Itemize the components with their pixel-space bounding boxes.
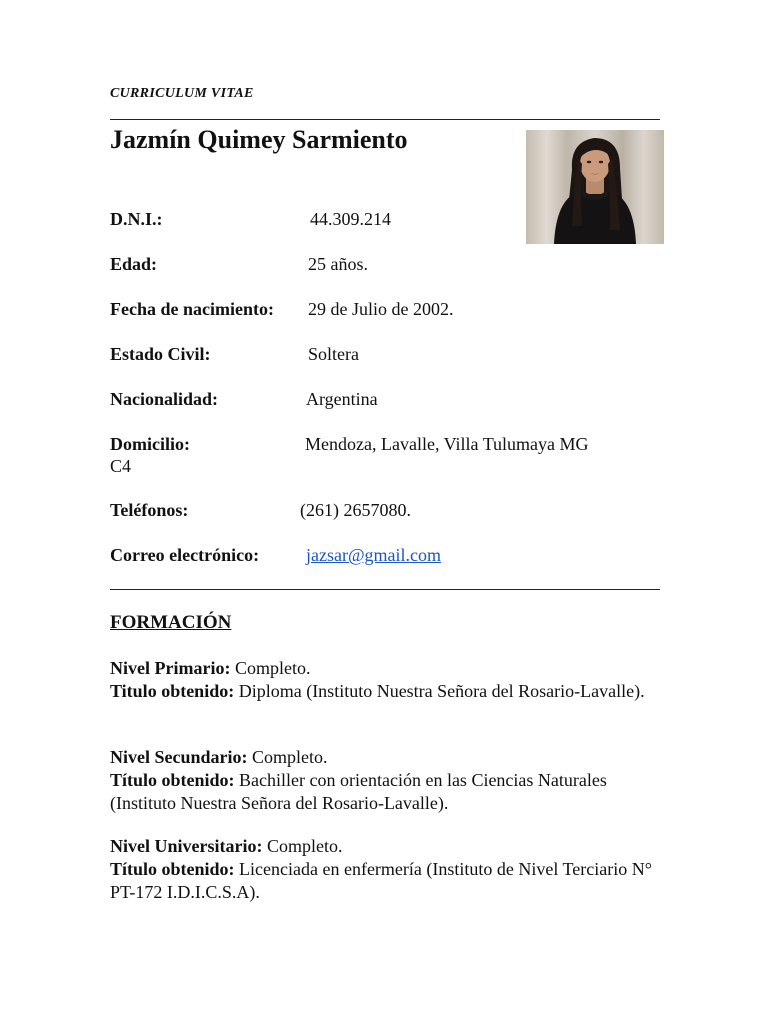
secundario-nivel xyxy=(110,746,670,769)
universitario-nivel-value: Completo. xyxy=(262,836,343,856)
telefonos-label: Teléfonos: xyxy=(110,500,189,520)
correo-label: Correo electrónico: xyxy=(110,545,260,565)
nacionalidad-value: Argentina xyxy=(306,389,378,409)
secundario-titulo-value: Bachiller con orientación en las Ciencias Naturales (Instituto Nuestra Señora del Rosario-Lavalle). xyxy=(110,770,607,813)
edad-value: 25 años. xyxy=(308,254,368,274)
universitario-nivel xyxy=(110,835,670,858)
dni-label: D.N.I.: xyxy=(110,209,163,229)
fecha-nacimiento-label: Fecha de nacimiento: xyxy=(110,299,274,319)
universitario-block xyxy=(110,835,670,904)
nacionalidad-label: Nacionalidad: xyxy=(110,389,219,409)
primario-titulo-label: Titulo obtenido: xyxy=(110,681,235,701)
domicilio-value-continued: C4 xyxy=(110,456,132,476)
estado-civil-value: Soltera xyxy=(308,344,359,364)
primario-titulo xyxy=(110,680,670,703)
profile-photo-image xyxy=(526,130,664,244)
candidate-name: Jazmín Quimey Sarmiento xyxy=(110,125,408,154)
primario-nivel-value: Completo. xyxy=(230,658,311,678)
top-divider xyxy=(110,119,660,120)
email-link[interactable]: jazsar@gmail.com xyxy=(306,545,442,565)
domicilio-label: Domicilio: xyxy=(110,434,190,454)
universitario-nivel-label: Nivel Universitario: xyxy=(110,836,263,856)
primario-titulo-value: Diploma (Instituto Nuestra Señora del Rosario-Lavalle). xyxy=(234,681,645,701)
secundario-titulo-label: Título obtenido: xyxy=(110,770,235,790)
section-divider xyxy=(110,589,660,590)
secundario-nivel-label: Nivel Secundario: xyxy=(110,747,248,767)
universitario-titulo-label: Título obtenido: xyxy=(110,859,235,879)
dni-value: 44.309.214 xyxy=(310,209,391,229)
fecha-nacimiento-value: 29 de Julio de 2002. xyxy=(308,299,454,319)
primario-block xyxy=(110,657,670,703)
telefonos-value: (261) 2657080. xyxy=(300,500,411,520)
primario-nivel xyxy=(110,657,670,680)
estado-civil-label: Estado Civil: xyxy=(110,344,211,364)
primario-nivel-label: Nivel Primario: xyxy=(110,658,231,678)
universitario-titulo-value: Licenciada en enfermería (Instituto de Nivel Terciario N° PT-172 I.D.I.C.S.A). xyxy=(110,859,652,902)
domicilio-value: Mendoza, Lavalle, Villa Tulumaya MG xyxy=(305,434,589,454)
edad-label: Edad: xyxy=(110,254,158,274)
secundario-block xyxy=(110,746,670,815)
universitario-titulo xyxy=(110,858,670,904)
secundario-nivel-value: Completo. xyxy=(247,747,328,767)
formacion-heading: FORMACIÓN xyxy=(110,612,232,633)
document-label: CURRICULUM VITAE xyxy=(110,86,254,101)
profile-photo xyxy=(526,130,664,244)
secundario-titulo xyxy=(110,769,670,815)
